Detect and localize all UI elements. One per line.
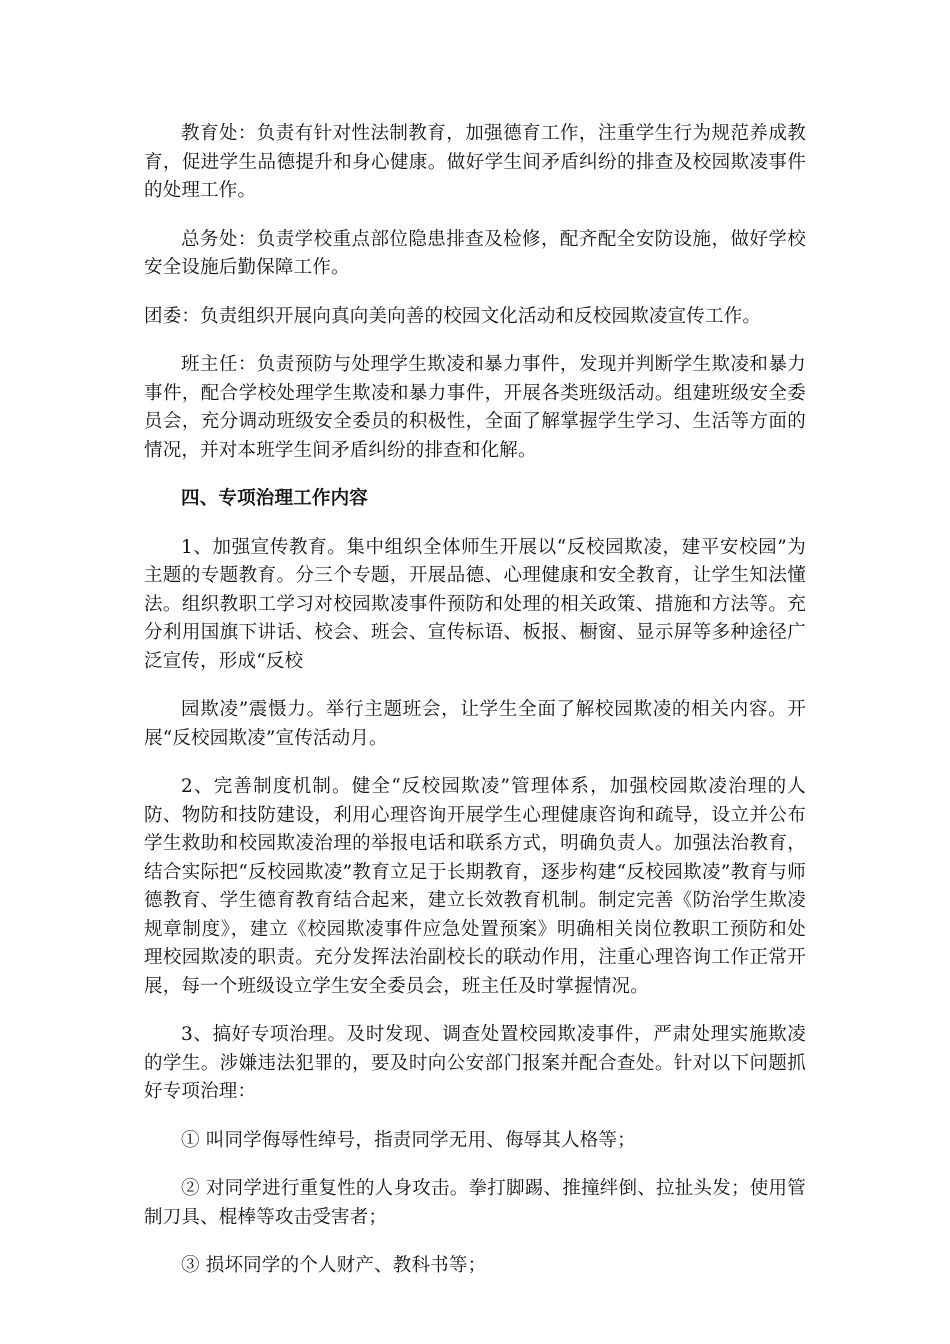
section-heading: 四、专项治理工作内容 (181, 488, 369, 509)
paragraph-item-2: 2、完善制度机制。健全“反校园欺凌”管理体系，加强校园欺凌治理的人防、物防和技防建设，利用心理咨询开展学生心理健康咨询和疏导，设立并公布学生救助和校园欺凌治理的举报电话和联系方式，明确负责人。加强法治教育，结合实际把“反校园欺凌”教育立足于长期教育，逐步构建“反校园欺凌”教育与师德教育、学生德育教育结合起来，建立长效教育机制。制定完善《防治学生欺凌规章制度》，建立《校园欺凌事件应急处置预案》明确相关岗位教职工预防和处理校园欺凌的职责。充分发挥法治副校长的联动作用，注重心理咨询工作正常开展，每一个班级设立学生安全委员会，班主任及时掌握情况。 (144, 776, 806, 997)
list-item-3: ③ 损坏同学的个人财产、教科书等； (181, 1255, 487, 1276)
paragraph-general-affairs: 总务处：负责学校重点部位隐患排查及检修，配齐配全安防设施，做好学校安全设施后勤保障工作。 (144, 228, 806, 278)
list-item-2: ② 对同学进行重复性的人身攻击。拳打脚踢、推撞绊倒、拉扯头发；使用管制刀具、棍棒等攻击受害者； (144, 1178, 806, 1228)
paragraph-youth-league: 团委：负责组织开展向真向美向善的校园文化活动和反校园欺凌宣传工作。 (144, 305, 762, 327)
paragraph-item-3: 3、搞好专项治理。及时发现、调查处置校园欺凌事件，严肃处理实施欺凌的学生。涉嫌违法犯罪的，要及时向公安部门报案并配合查处。针对以下问题抓好专项治理： (144, 1024, 806, 1102)
document-page (144, 120, 806, 1281)
paragraph-item-1: 1、加强宣传教育。集中组织全体师生开展以“反校园欺凌，建平安校园”为主题的专题教育。分三个专题，开展品德、心理健康和安全教育，让学生知法懂法。组织教职工学习对校园欺凌事件预防和处理的相关政策、措施和方法等。充分利用国旗下讲话、校会、班会、宣传标语、板报、橱窗、显示屏等多种途径广泛宣传，形成“反校 (144, 536, 806, 672)
list-item-1: ① 叫同学侮辱性绰号，指责同学无用、侮辱其人格等； (181, 1129, 636, 1151)
paragraph-item-1-continued: 园欺凌”震慑力。举行主题班会，让学生全面了解校园欺凌的相关内容。开展“反校园欺凌”宣传活动月。 (144, 699, 806, 749)
paragraph-class-teacher: 班主任：负责预防与处理学生欺凌和暴力事件，发现并判断学生欺凌和暴力事件，配合学校处理学生欺凌和暴力事件，开展各类班级活动。组建班级安全委员会，充分调动班级安全委员的积极性，全面了解掌握学生学习、生活等方面的情况，并对本班学生间矛盾纠纷的排查和化解。 (144, 354, 806, 461)
paragraph-education-office: 教育处：负责有针对性法制教育，加强德育工作，注重学生行为规范养成教育，促进学生品德提升和身心健康。做好学生间矛盾纠纷的排查及校园欺凌事件的处理工作。 (144, 123, 806, 201)
